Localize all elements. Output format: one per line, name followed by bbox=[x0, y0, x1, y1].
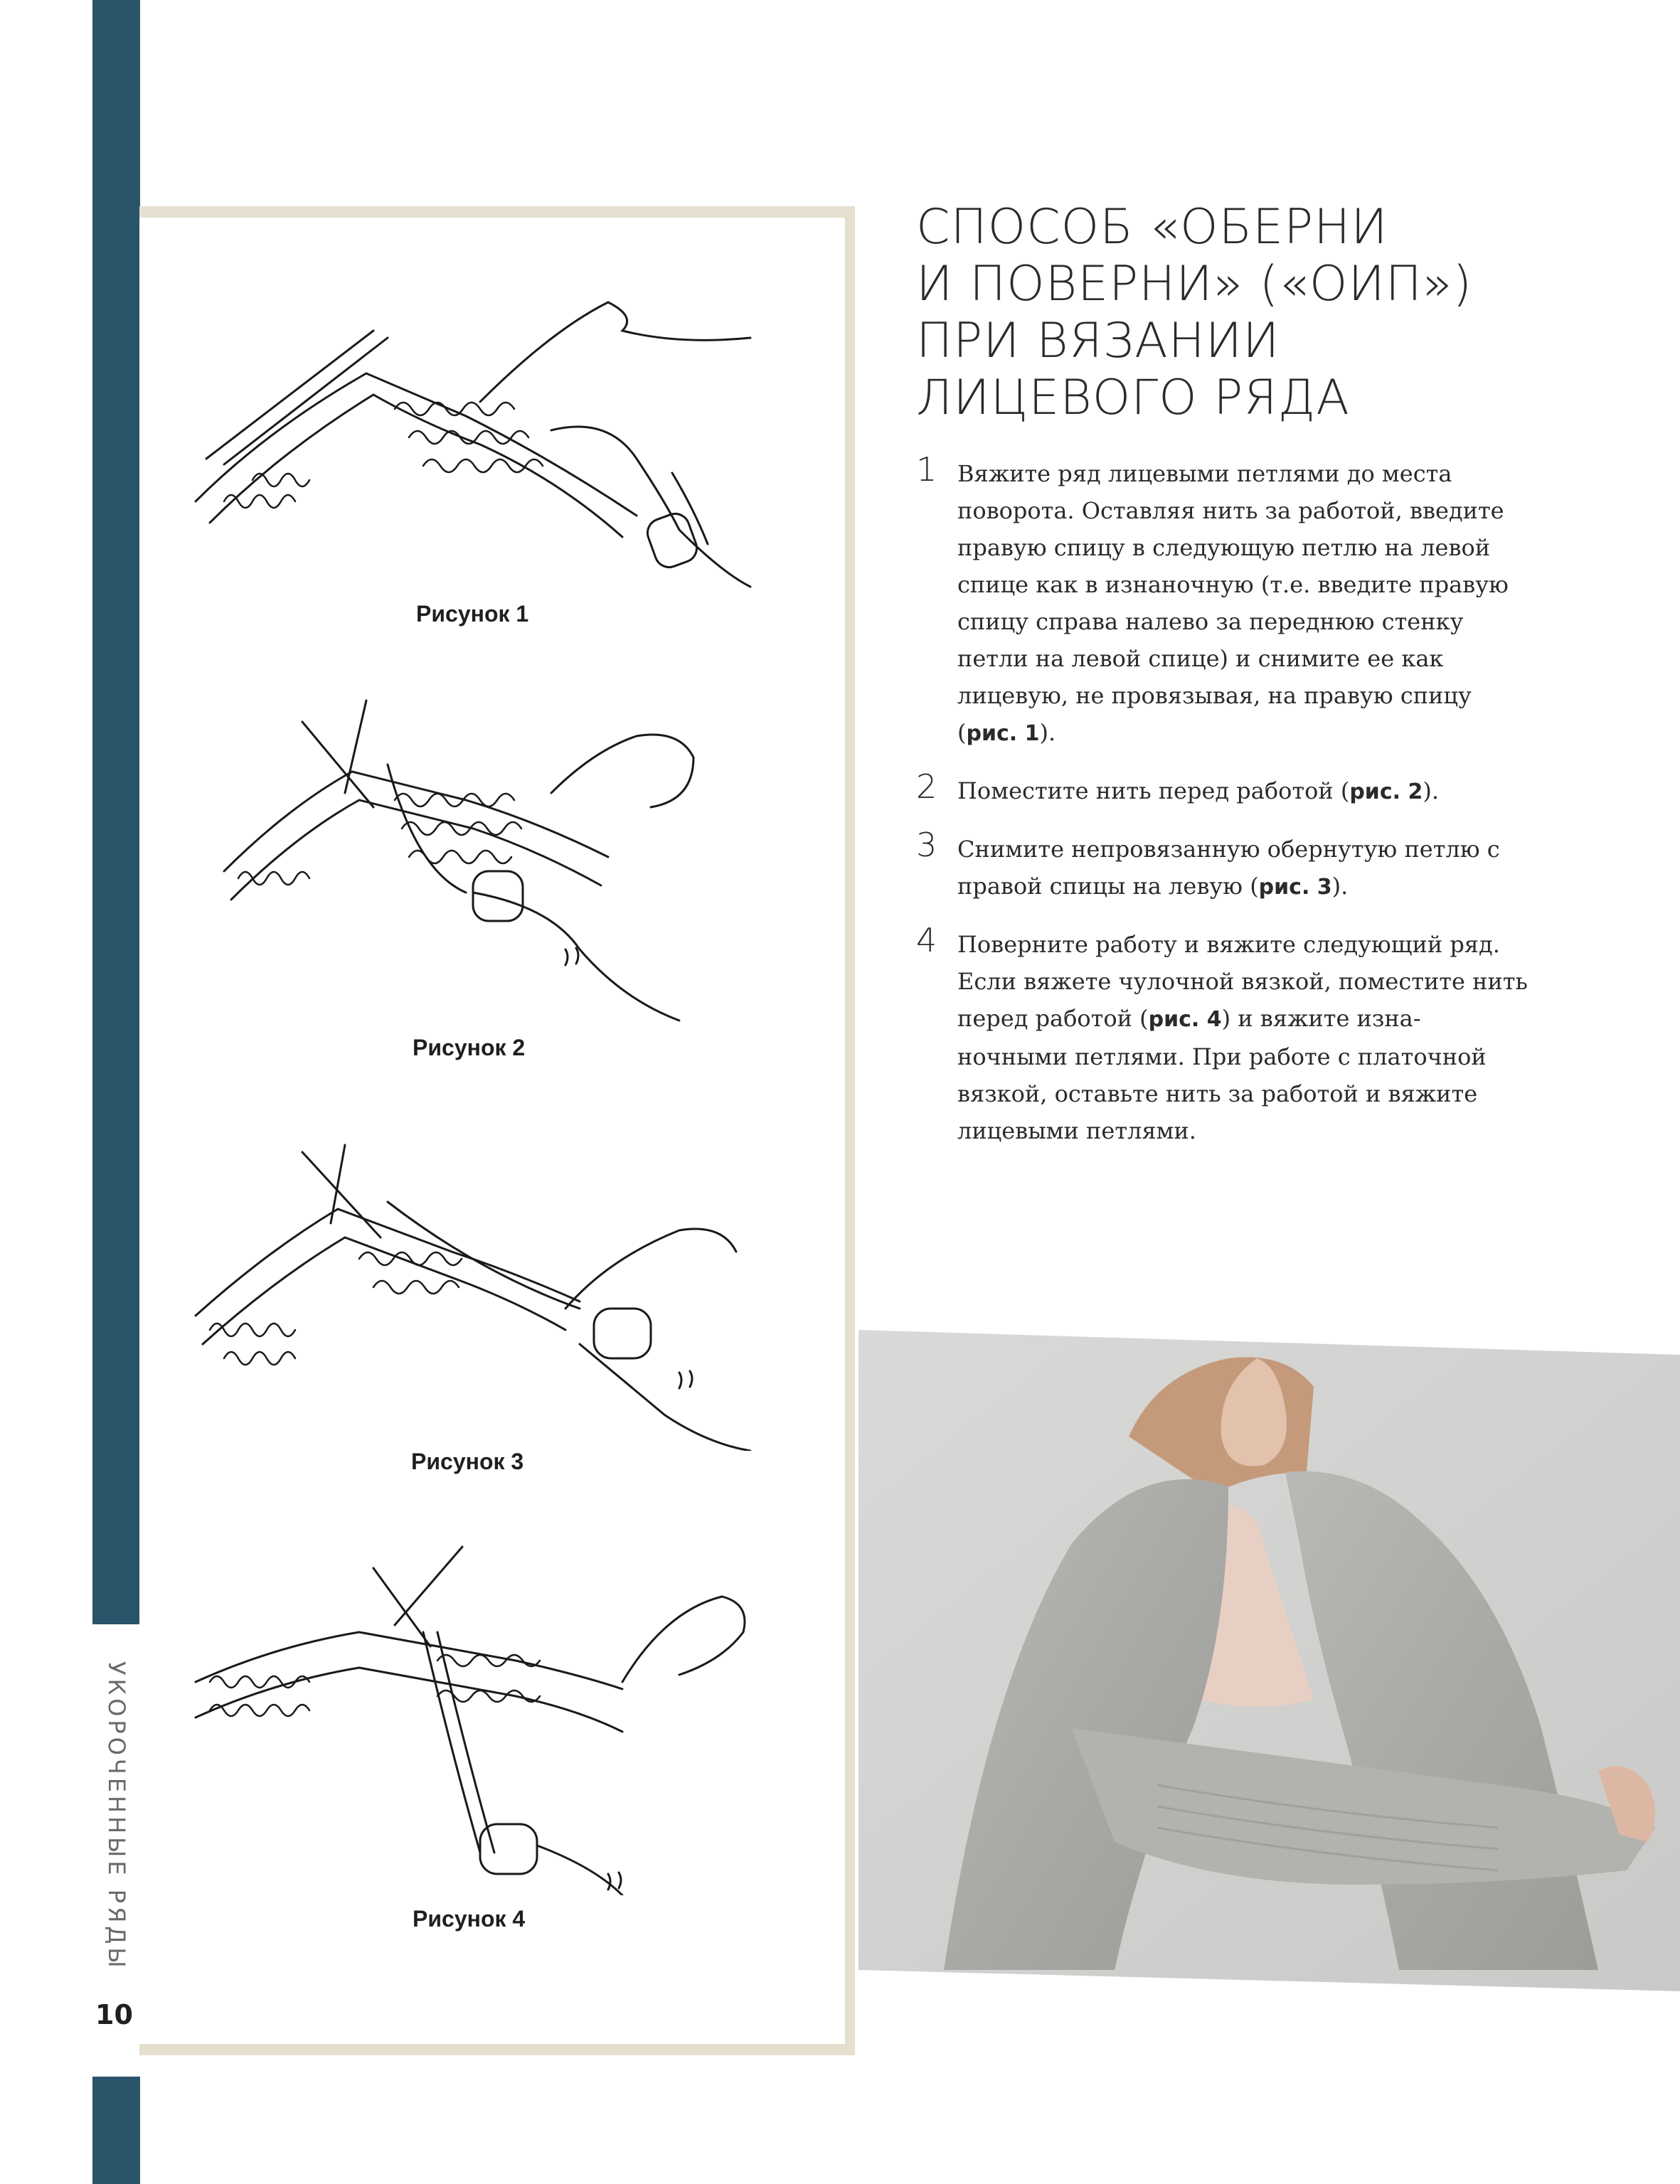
step-text: Поместите нить перед работой ( bbox=[957, 777, 1350, 804]
step-text: Снимите непровязанную обернутую петлю с правой спицы на левую ( bbox=[957, 836, 1500, 900]
side-accent-bar-bottom bbox=[92, 2077, 140, 2184]
figure-reference: рис. 2 bbox=[1349, 779, 1423, 804]
figure-reference: рис. 1 bbox=[966, 721, 1040, 746]
heading-line: ЛИЦЕВОГО РЯДА bbox=[916, 370, 1350, 426]
model-photo bbox=[858, 1330, 1680, 1998]
figure-4-illustration bbox=[181, 1540, 779, 1895]
step-text-end: ). bbox=[1331, 873, 1349, 900]
step-number: 2 bbox=[916, 767, 937, 806]
section-label bbox=[88, 1661, 145, 2031]
figure-3-caption: Рисунок 3 bbox=[411, 1449, 524, 1474]
step-4 bbox=[916, 921, 1528, 1149]
step-text: Поверните работу и вяжите следующий ряд. Если вяжете чулочной вязкой, поместите нить перед работой ( bbox=[957, 931, 1528, 1032]
side-accent-bar bbox=[92, 0, 140, 1624]
figure-reference: рис. 3 bbox=[1258, 875, 1332, 900]
step-text-end: ). bbox=[1039, 719, 1056, 746]
figure-4-caption: Рисунок 4 bbox=[413, 1906, 526, 1932]
page-number: 10 bbox=[95, 1999, 133, 2030]
step-number: 3 bbox=[916, 826, 937, 864]
step-text: Вяжите ряд лицевыми петлями до места поворота. Оставляя нить за работой, введите правую спицу в следующую петлю на левой спице как в изнаночную (т.е. введите правую спицу справа налево за переднюю стенку петли на левой спице) и снимите ее как лицевую, не провязывая, на правую спицу ( bbox=[957, 460, 1509, 746]
figure-1-illustration bbox=[181, 288, 779, 608]
figure-3-illustration bbox=[181, 1131, 779, 1451]
heading-line: ПРИ ВЯЗАНИИ bbox=[916, 313, 1280, 369]
step-number: 4 bbox=[916, 921, 937, 959]
instruction-steps bbox=[916, 450, 1528, 1169]
figure-1-caption: Рисунок 1 bbox=[416, 601, 529, 627]
page-heading bbox=[916, 199, 1627, 427]
step-number: 1 bbox=[916, 450, 937, 489]
section-label-text: УКОРОЧЕННЫЕ РЯДЫ bbox=[103, 1661, 130, 1971]
heading-line: СПОСОБ «ОБЕРНИ bbox=[916, 199, 1388, 255]
step-2 bbox=[916, 767, 1528, 811]
step-text-end: ) и вяжите изна-ночными петлями. При работе с платочной вязкой, оставьте нить за работой и вяжите лицевыми петлями. bbox=[957, 1005, 1487, 1144]
figure-2-illustration bbox=[181, 693, 779, 1035]
heading-line: И ПОВЕРНИ» («ОИП») bbox=[916, 256, 1473, 312]
figure-2-caption: Рисунок 2 bbox=[413, 1035, 526, 1060]
step-1 bbox=[916, 450, 1528, 752]
step-3 bbox=[916, 826, 1528, 906]
figure-reference: рис. 4 bbox=[1148, 1007, 1222, 1032]
step-text-end: ). bbox=[1423, 777, 1439, 804]
